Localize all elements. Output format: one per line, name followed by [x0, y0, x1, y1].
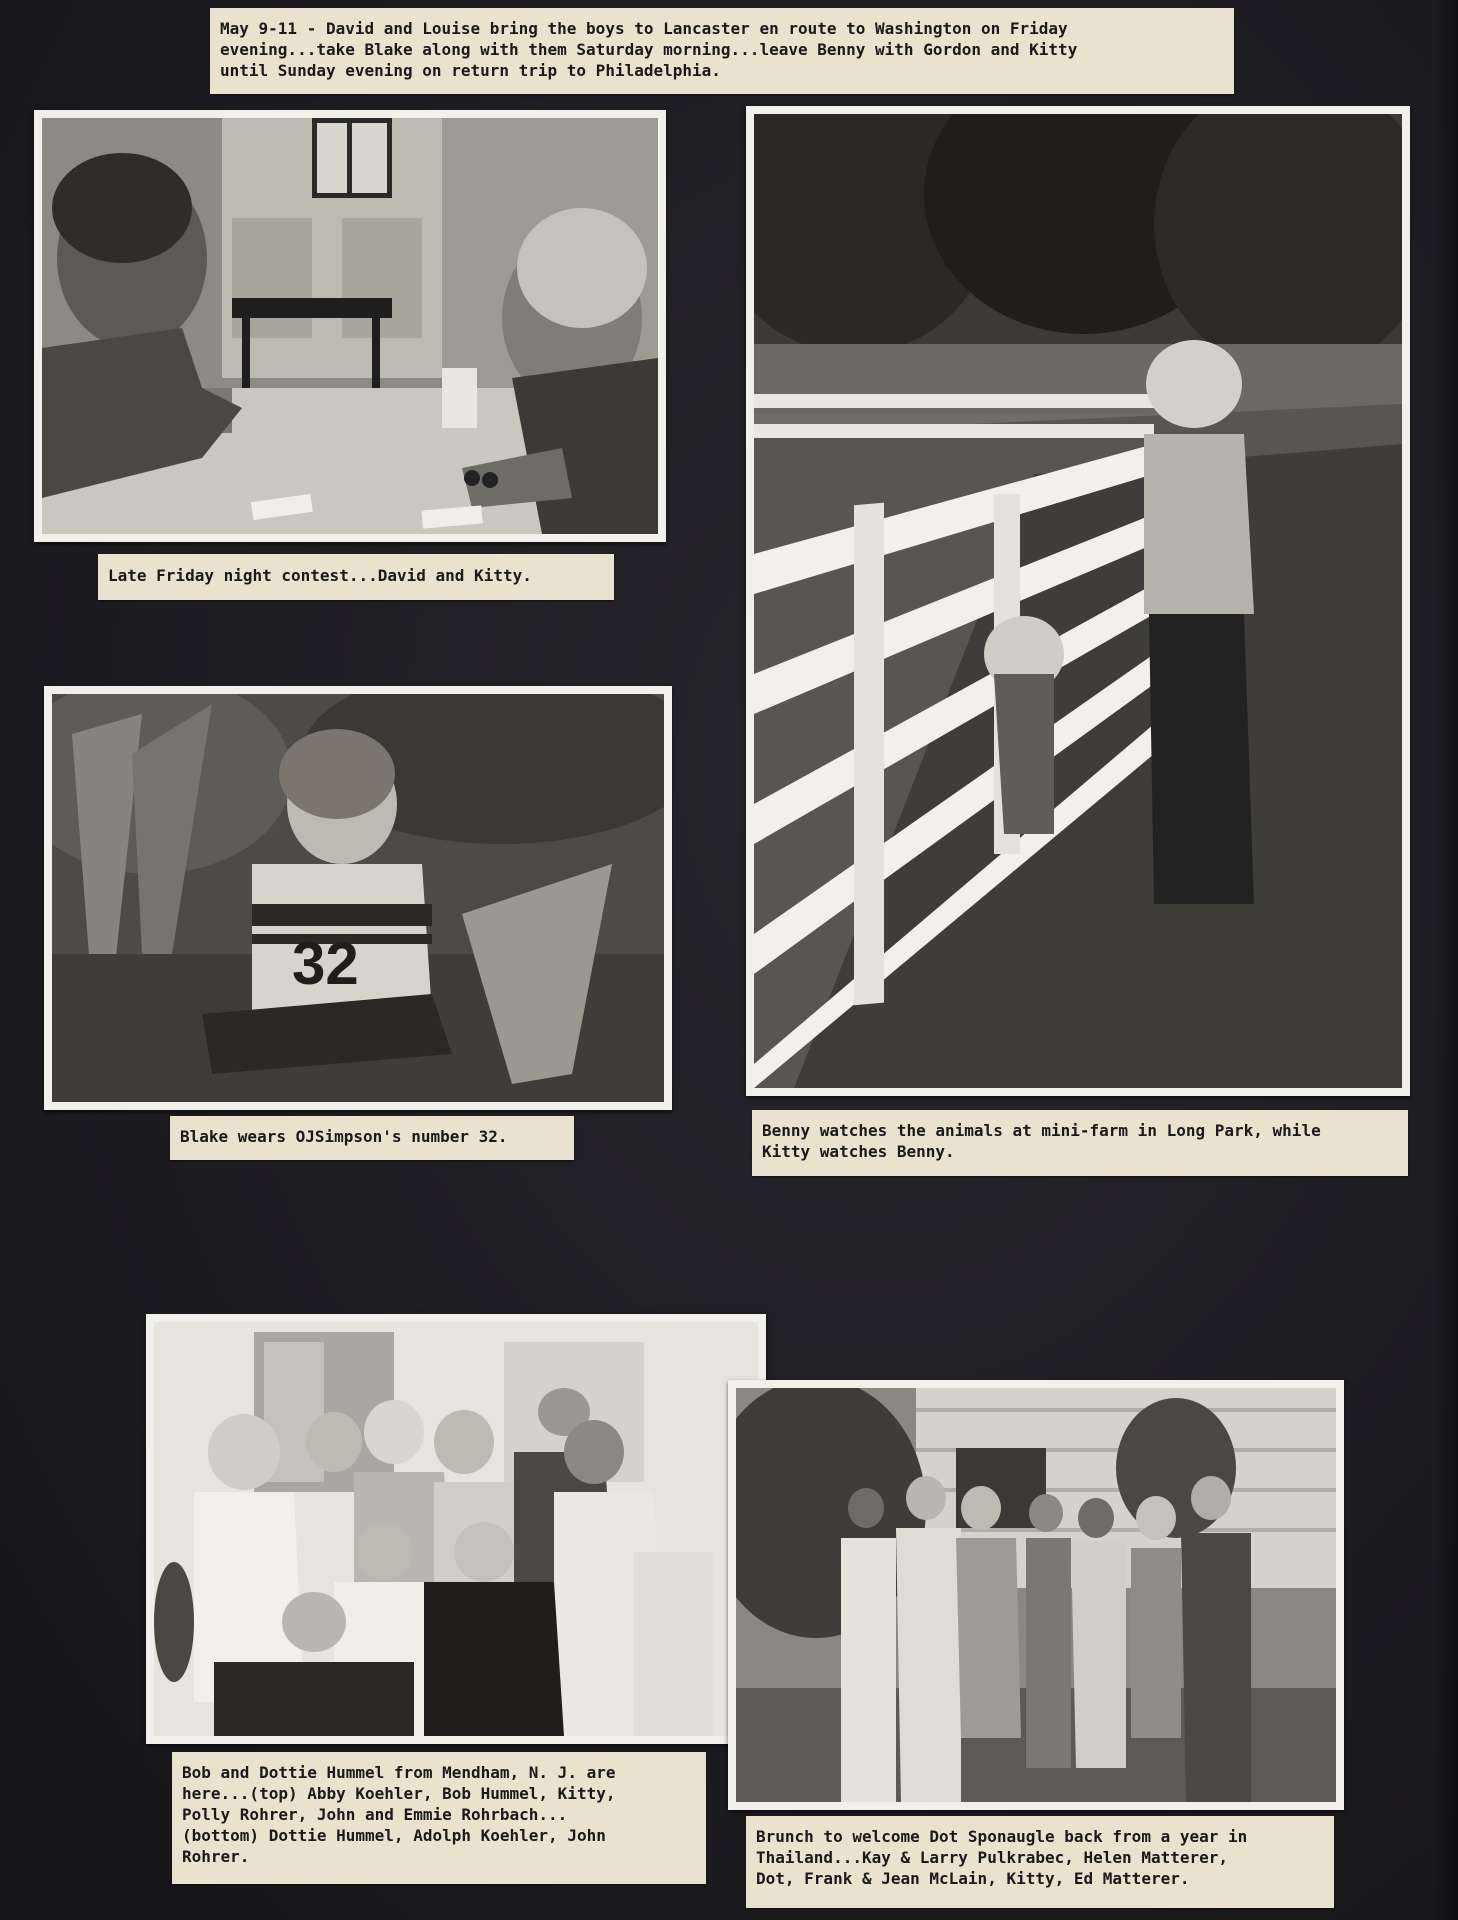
- caption-group-indoor: Bob and Dottie Hummel from Mendham, N. J. are here...(top) Abby Koehler, Bob Hummel, Kitty, Polly Rohrer, John and Emmie Rohrbach... (bottom) Dottie Hummel, Adolph Koehler, John Rohrer.: [172, 1752, 706, 1884]
- caption-card-game: Late Friday night contest...David and Kitty.: [98, 554, 614, 600]
- caption-fence: Benny watches the animals at mini-farm in Long Park, while Kitty watches Benny.: [752, 1110, 1408, 1176]
- photo-ferns: [44, 686, 672, 1110]
- photo-fence: [746, 106, 1410, 1096]
- header-caption: May 9-11 - David and Louise bring the boys to Lancaster en route to Washington on Friday evening...take Blake along with them Saturday morning...leave Benny with Gordon and Kitty until Sunday evening on return trip to Philadelphia.: [210, 8, 1234, 94]
- caption-group-outdoor: Brunch to welcome Dot Sponaugle back from a year in Thailand...Kay & Larry Pulkrabec, Helen Matterer, Dot, Frank & Jean McLain, Kitty, Ed Matterer.: [746, 1816, 1334, 1908]
- jersey-number: 32: [292, 930, 359, 997]
- photo-group-outdoor: [728, 1380, 1344, 1810]
- photo-group-indoor: [146, 1314, 766, 1744]
- caption-ferns: Blake wears OJSimpson's number 32.: [170, 1116, 574, 1160]
- photo-card-game: [34, 110, 666, 542]
- album-page-edge: [1434, 0, 1458, 1920]
